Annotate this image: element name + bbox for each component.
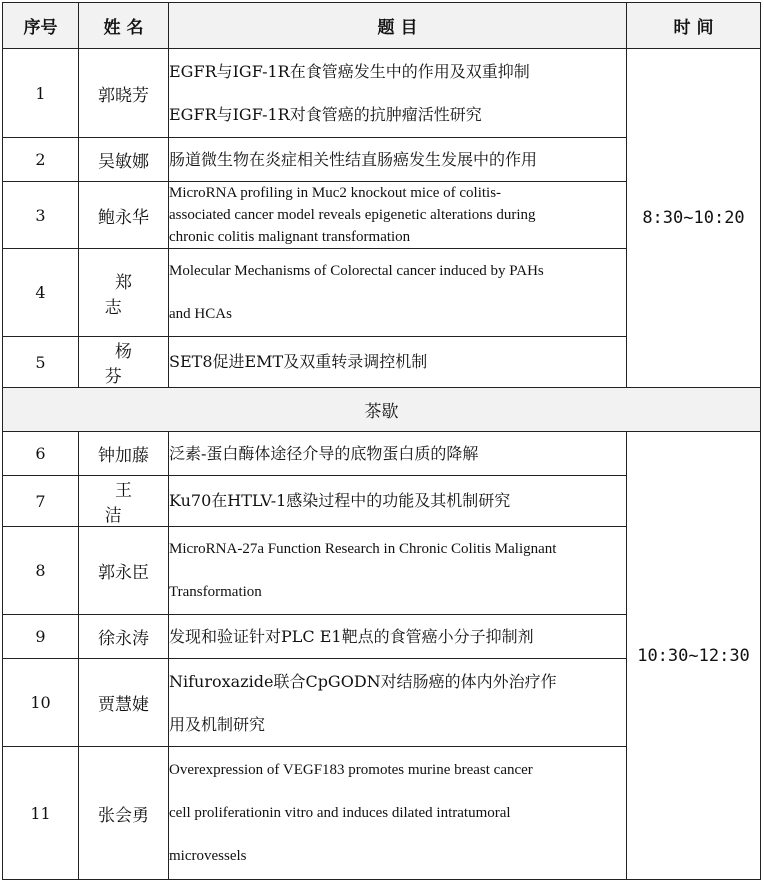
title-line: MicroRNA profiling in Muc2 knockout mice of colitis- <box>169 185 502 201</box>
row-seq: 2 <box>3 138 79 182</box>
title-line: 肠道微生物在炎症相关性结直肠癌发生发展中的作用 <box>169 149 538 169</box>
row-seq: 4 <box>3 249 79 337</box>
row-seq: 6 <box>3 432 79 476</box>
row-seq: 8 <box>3 527 79 615</box>
schedule-table <box>2 2 761 880</box>
row-title <box>169 527 627 615</box>
title-line: Nifuroxazide联合CpGODN对结肠癌的体内外治疗作 <box>169 671 557 691</box>
session-time: 8:30~10:20 <box>627 49 761 388</box>
row-name: 郭晓芳 <box>79 49 169 138</box>
session-time: 10:30~12:30 <box>627 432 761 880</box>
row-seq: 1 <box>3 49 79 138</box>
break-label: 茶歇 <box>3 388 761 432</box>
row-title <box>169 182 627 249</box>
title-line: Molecular Mechanisms of Colorectal cancer induced by PAHs <box>169 262 544 279</box>
title-line: SET8促进EMT及双重转录调控机制 <box>169 352 428 372</box>
row-name: 钟加藤 <box>79 432 169 476</box>
row-name: 鲍永华 <box>79 182 169 249</box>
row-name: 贾慧婕 <box>79 659 169 747</box>
title-line: 发现和验证针对PLC E1靶点的食管癌小分子抑制剂 <box>169 626 534 646</box>
row-title <box>169 337 627 388</box>
title-line: 用及机制研究 <box>169 714 266 734</box>
header-row <box>3 3 761 49</box>
title-line: Transformation <box>169 583 262 600</box>
row-title <box>169 476 627 527</box>
table-row <box>3 432 761 476</box>
row-title <box>169 615 627 659</box>
row-seq: 7 <box>3 476 79 527</box>
row-seq: 3 <box>3 182 79 249</box>
title-line: EGFR与IGF-1R对食管癌的抗肿瘤活性研究 <box>169 105 482 124</box>
header-seq: 序号 <box>3 3 79 49</box>
title-line: Ku70在HTLV-1感染过程中的功能及其机制研究 <box>169 491 511 511</box>
header-title: 题 目 <box>169 3 627 49</box>
row-title <box>169 138 627 182</box>
title-line: 泛素-蛋白酶体途径介导的底物蛋白质的降解 <box>169 443 479 463</box>
row-title <box>169 747 627 880</box>
row-title <box>169 659 627 747</box>
row-name: 郭永臣 <box>79 527 169 615</box>
row-name: 郑 志 <box>79 249 169 337</box>
table-row <box>3 49 761 138</box>
row-title <box>169 49 627 138</box>
row-title <box>169 249 627 337</box>
title-line: MicroRNA-27a Function Research in Chronic Colitis Malignant <box>169 540 557 557</box>
row-seq: 5 <box>3 337 79 388</box>
row-seq: 11 <box>3 747 79 880</box>
title-line: cell proliferationin vitro and induces dilated intratumoral <box>169 804 511 821</box>
row-name: 徐永涛 <box>79 615 169 659</box>
row-seq: 10 <box>3 659 79 747</box>
header-name: 姓 名 <box>79 3 169 49</box>
title-line: EGFR与IGF-1R在食管癌发生中的作用及双重抑制 <box>169 62 530 81</box>
row-title <box>169 432 627 476</box>
header-time: 时 间 <box>627 3 761 49</box>
title-line: microvessels <box>169 847 247 864</box>
title-line: chronic colitis malignant transformation <box>169 229 411 245</box>
title-line: and HCAs <box>169 305 232 322</box>
title-line: associated cancer model reveals epigenetic alterations during <box>169 207 536 223</box>
row-name: 杨 芬 <box>79 337 169 388</box>
break-row <box>3 388 761 432</box>
row-name: 吴敏娜 <box>79 138 169 182</box>
row-name: 张会勇 <box>79 747 169 880</box>
row-seq: 9 <box>3 615 79 659</box>
row-name: 王 洁 <box>79 476 169 527</box>
title-line: Overexpression of VEGF183 promotes murine breast cancer <box>169 761 533 778</box>
